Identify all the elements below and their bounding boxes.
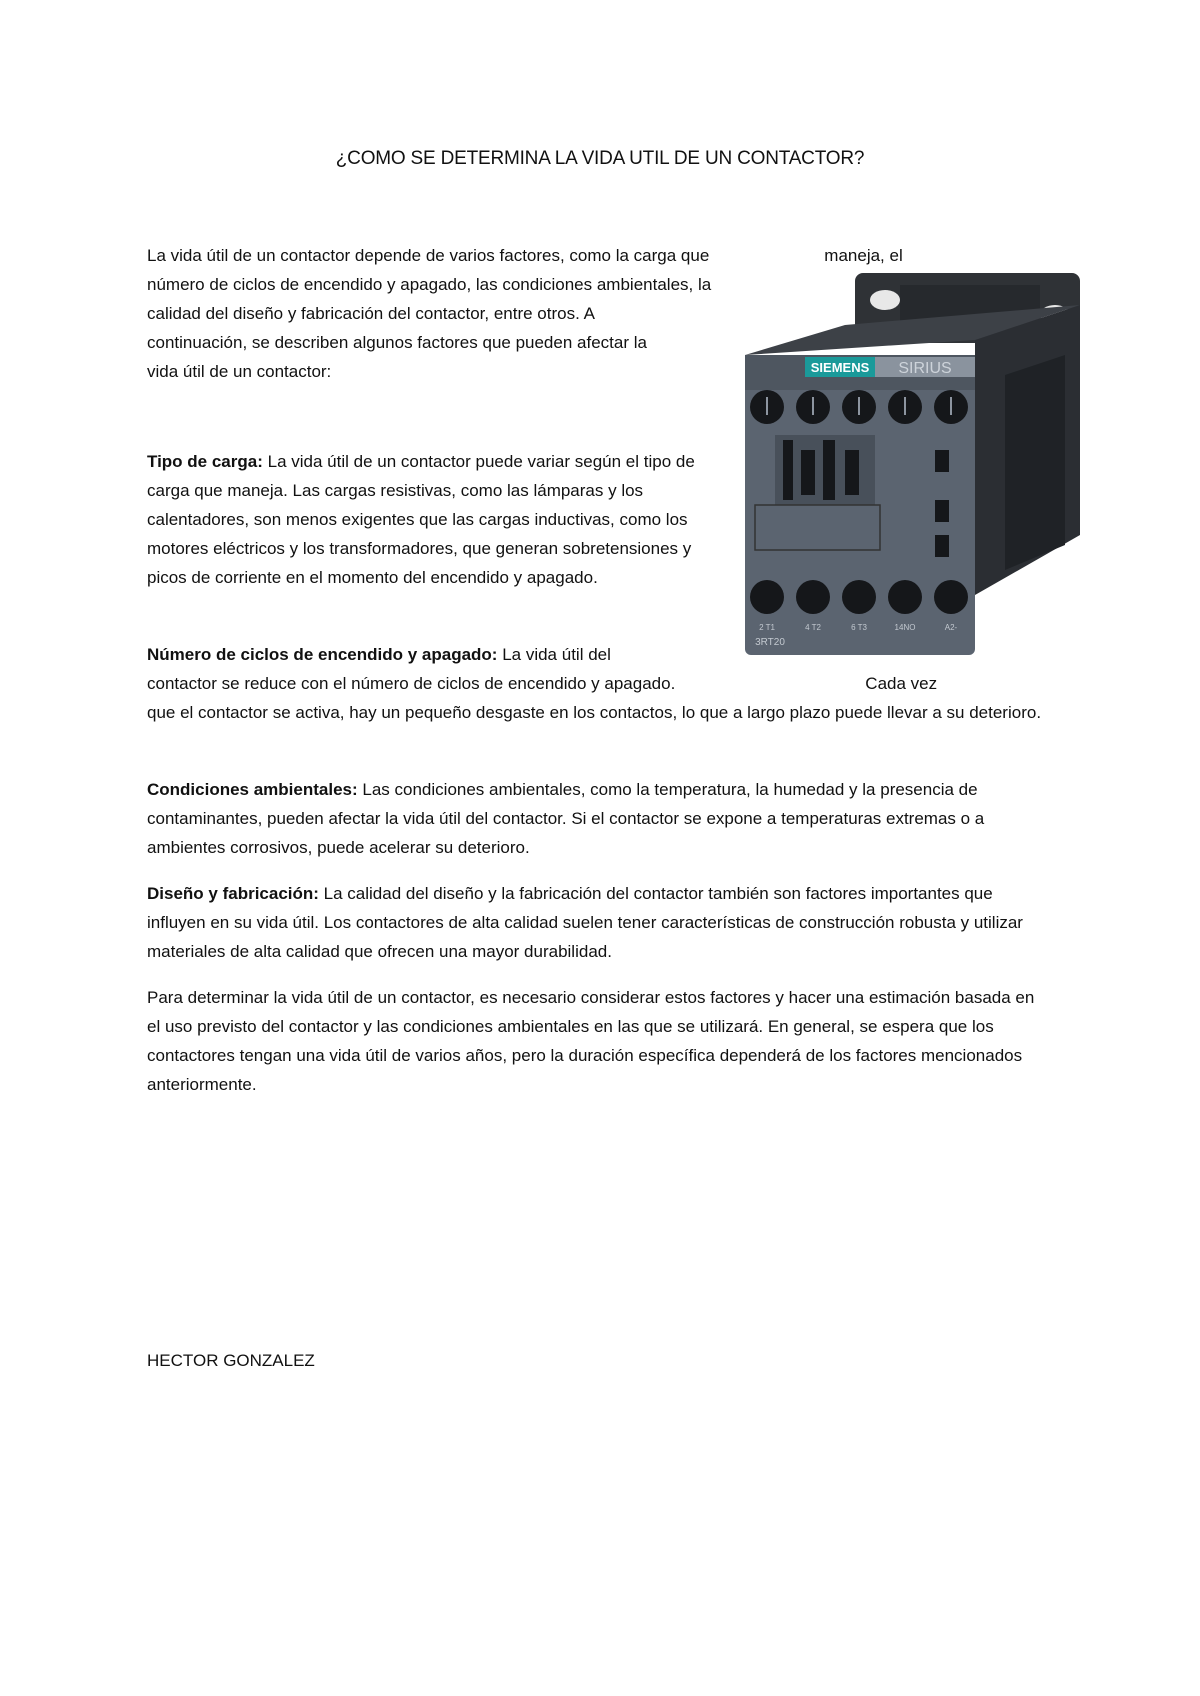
section-diseno-y-fabricacion [147, 879, 1047, 966]
section-line [147, 669, 1047, 698]
section-text: que el contactor se activa, hay un pequeño desgaste en los contactos, lo que a largo plazo puede llevar a su deterioro. [147, 703, 1042, 722]
intro-line: vida útil de un contactor: [147, 362, 332, 381]
section-heading: Tipo de carga: [147, 452, 263, 471]
section-heading: Condiciones ambientales: [147, 780, 358, 799]
brand-label: SIEMENS [810, 360, 870, 375]
series-label: SIRIUS [898, 360, 952, 377]
terminal-label: A2- [944, 623, 958, 632]
section-heading: Diseño y fabricación: [147, 884, 319, 903]
contactor-photo [735, 265, 1090, 670]
section-tipo-de-carga [147, 447, 717, 592]
section-text: La vida útil de un contactor puede variar según el tipo de carga que maneja. Las cargas resistivas, como las lámparas y los calentadores, son menos exigentes que las cargas inductivas, como los motores eléctricos y los transformadores, que generan sobretensiones y picos de corriente en el momento del encendido y apagado. [147, 452, 695, 587]
author-name: HECTOR GONZALEZ [147, 1351, 315, 1370]
section-text: La vida útil del [497, 645, 611, 664]
conclusion-paragraph: Para determinar la vida útil de un contactor, es necesario considerar estos factores y hacer una estimación basada en el uso previsto del contactor y las condiciones ambientales en las que se utilizará. En general, se espera que los contactores tengan una vida útil de varios años, pero la duración específica dependerá de los factores mencionados anteriormente. [147, 988, 1035, 1094]
terminal-label: 4 T2 [805, 623, 821, 632]
terminal-label: 2 T1 [759, 623, 775, 632]
section-text: La calidad del diseño y la fabricación del contactor también son factores importantes que influyen en su vida útil. Los contactores de alta calidad suelen tener características de construcción robusta y utilizar materiales de alta calidad que ofrecen una mayor durabilidad. [147, 884, 1023, 961]
model-label: 3RT20 [755, 637, 785, 648]
section-text: Las condiciones ambientales, como la temperatura, la humedad y la presencia de contaminantes, pueden afectar la vida útil del contactor. Si el contactor se expone a temperaturas extremas o a ambientes corrosivos, puede acelerar su deterioro. [147, 780, 985, 857]
section-line [147, 640, 707, 669]
terminal-label: 14NO [894, 623, 916, 632]
intro-line: calidad del diseño y fabricación del contactor, entre otros. A [147, 304, 595, 323]
section-text: contactor se reduce con el número de ciclos de encendido y apagado. [147, 674, 676, 693]
intro-line-text: La vida útil de un contactor depende de varios factores, como la carga que [147, 246, 710, 265]
page-title: ¿COMO SE DETERMINA LA VIDA UTIL DE UN CONTACTOR? [335, 148, 865, 169]
intro-line: continuación, se describen algunos factores que pueden afectar la [147, 333, 647, 352]
terminal-label: 6 T3 [851, 623, 867, 632]
section-text: Cada vez [865, 674, 938, 693]
intro-line: número de ciclos de encendido y apagado, las condiciones ambientales, la [147, 275, 712, 294]
section-condiciones-ambientales [147, 775, 1047, 862]
section-heading: Número de ciclos de encendido y apagado: [147, 645, 498, 664]
screw-hole [870, 290, 900, 310]
intro-line-text: maneja, el [824, 246, 903, 265]
